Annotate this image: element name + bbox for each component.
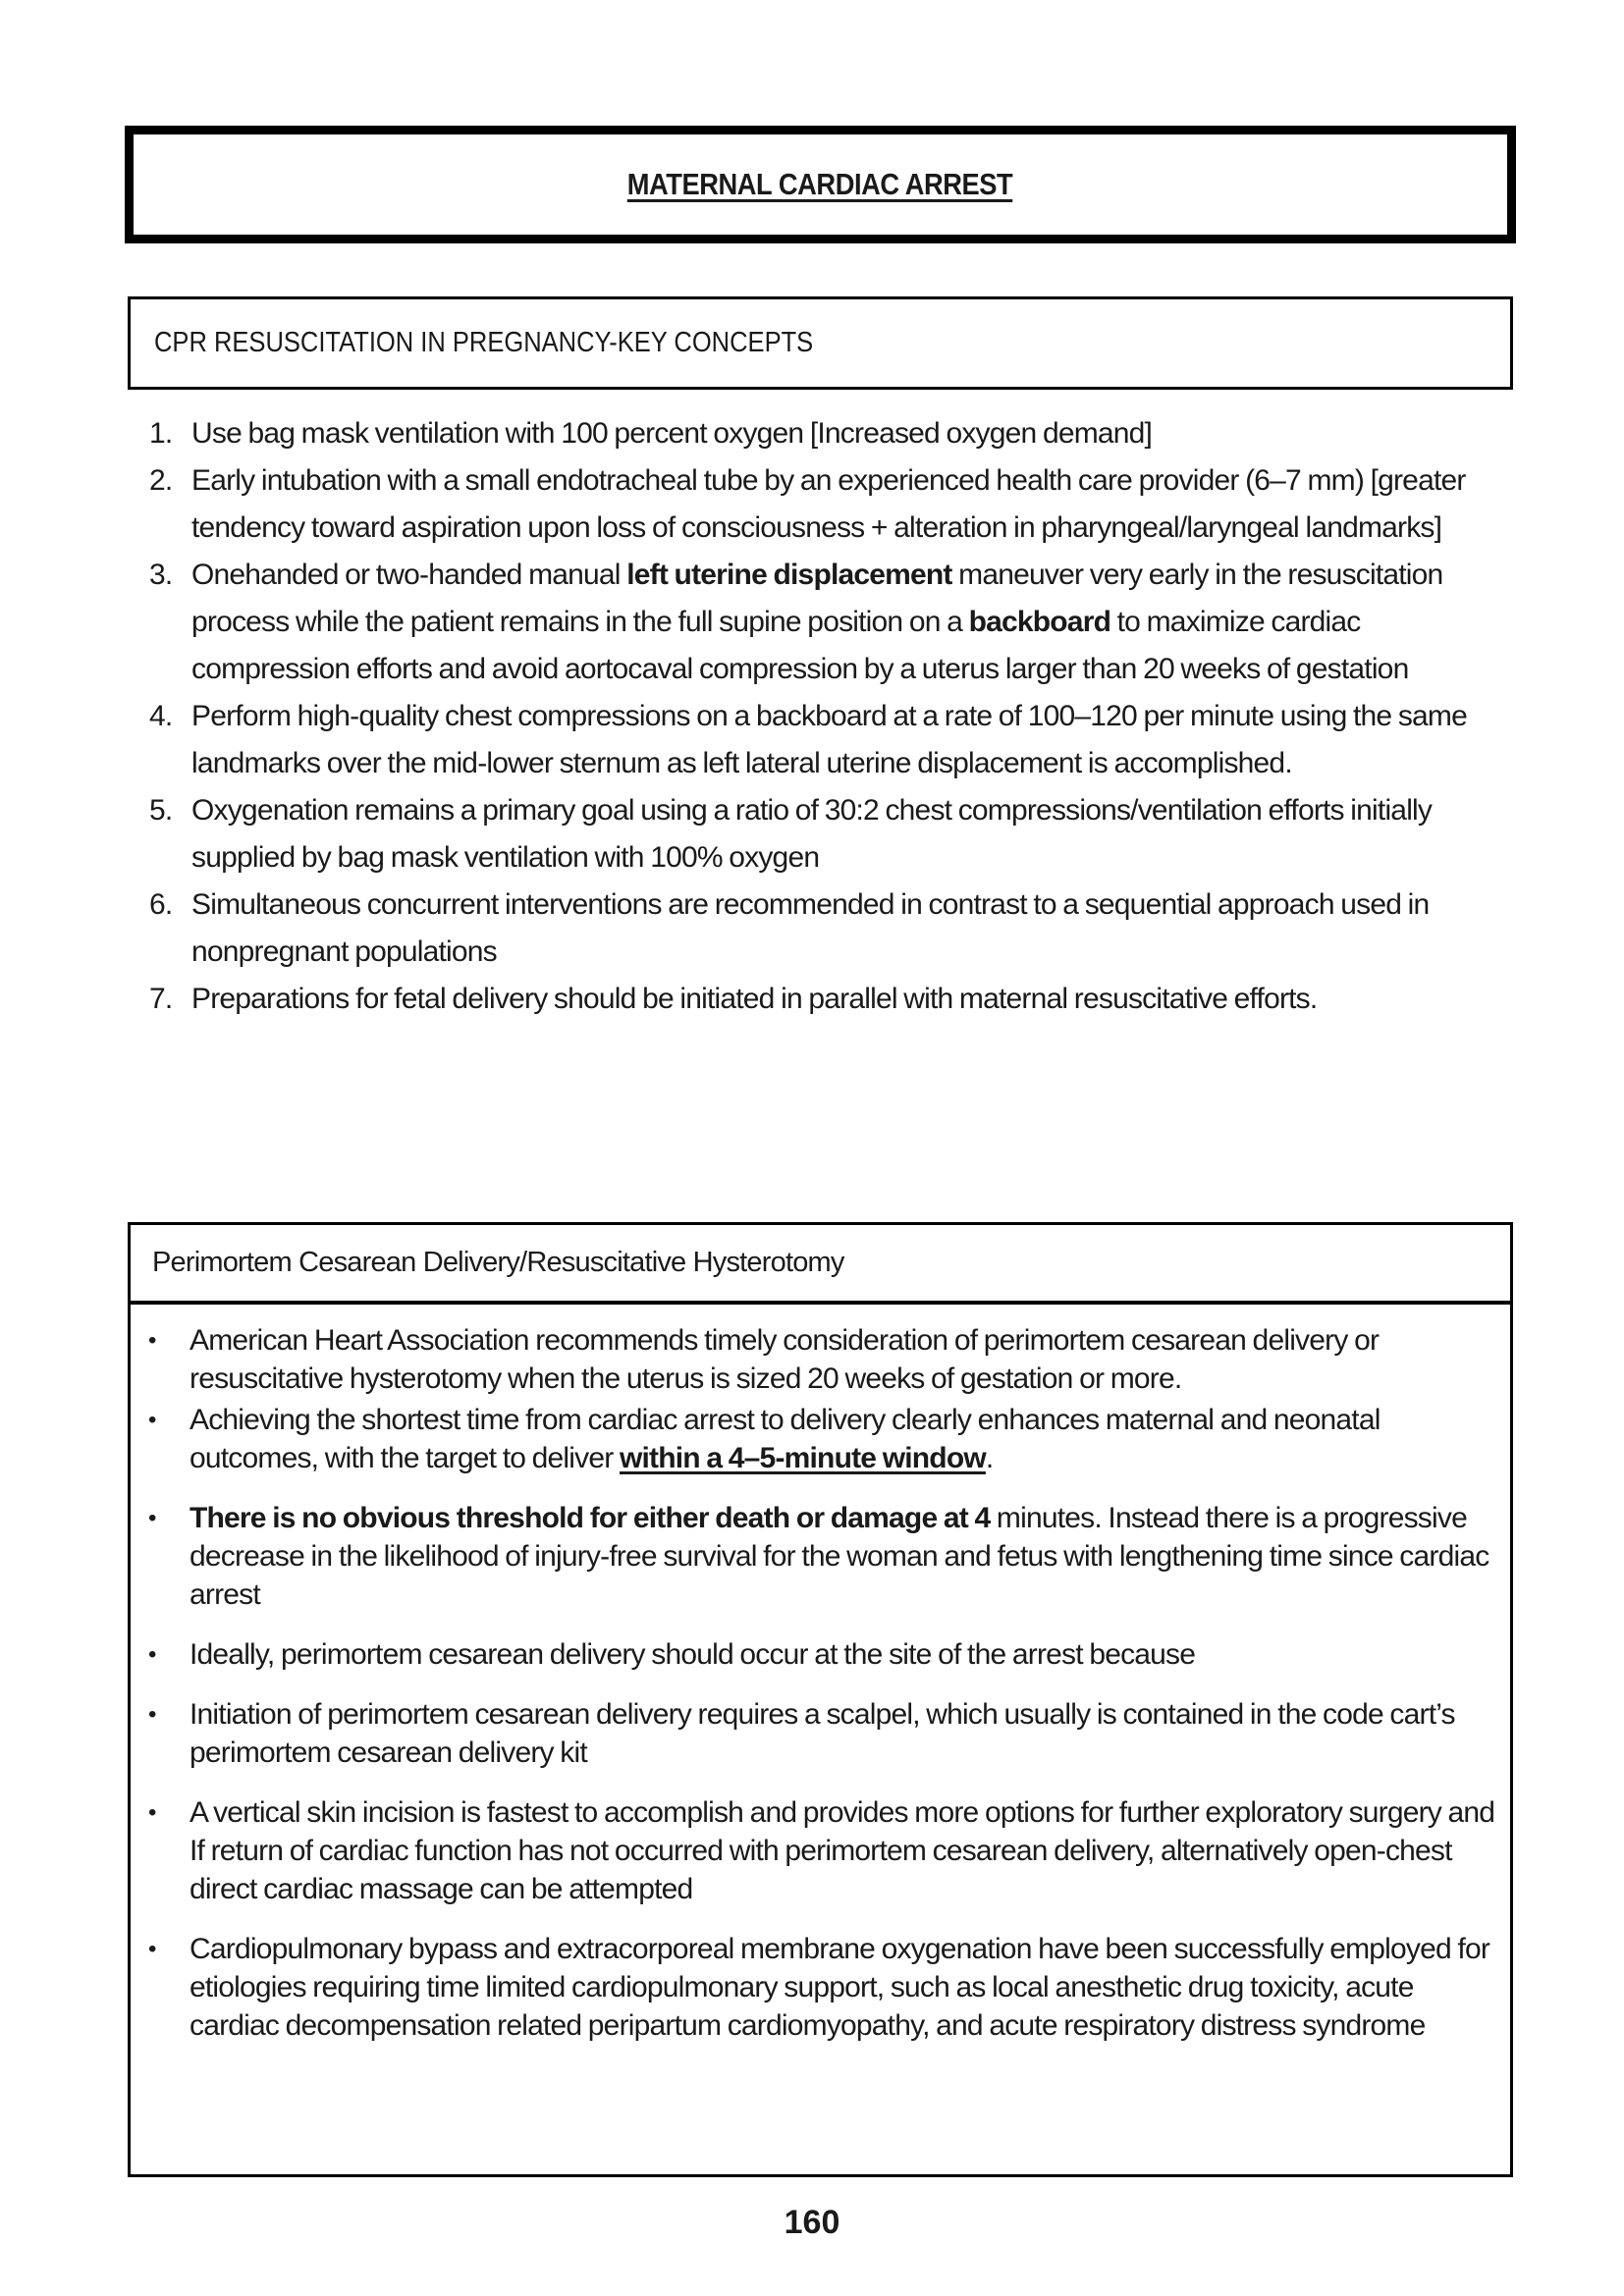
text-run: American Heart Association recommends timely consideration of perimortem cesarean delivery or resuscitative hysterotomy when the uterus is sized 20 weeks of gestation or more. (189, 1324, 1380, 1395)
bullet-icon: • (148, 1799, 156, 1826)
text-run: Ideally, perimortem cesarean delivery should occur at the site of the arrest because (189, 1638, 1196, 1671)
list-number: 4. (149, 700, 173, 732)
text-run: Early intubation with a small endotracheal tube by an experienced health care provider (6–7 mm) [greater tendency toward aspiration upon loss of consciousness + alteration in pharyngeal/laryngeal landmarks] (191, 464, 1466, 544)
cpr-section-header (128, 296, 1513, 390)
list-item (131, 1930, 1505, 2045)
emphasized-text: backboard (968, 606, 1111, 638)
text-run: Oxygenation remains a primary goal using a ratio of 30:2 chest compressions/ventilation efforts initially supplied by bag mask ventilation with 100% oxygen (191, 794, 1433, 874)
list-item (131, 1695, 1505, 1772)
emphasized-text: There is no obvious threshold for either death or damage at 4 (189, 1502, 991, 1534)
bullet-icon: • (148, 1701, 156, 1728)
text-run: Perform high-quality chest compressions on a backboard at a rate of 100–120 per minute using the same landmarks over the mid-lower sternum as left lateral uterine displacement is accomplished. (191, 700, 1467, 779)
list-number: 7. (149, 983, 173, 1015)
text-run: Initiation of perimortem cesarean delivery requires a scalpel, which usually is contained in the code cart’s perimortem cesarean delivery kit (189, 1698, 1455, 1769)
list-item (131, 1321, 1505, 1398)
bullet-icon: • (148, 1936, 156, 1962)
text-run: Cardiopulmonary bypass and extracorporeal membrane oxygenation have been successfully employed for etiologies requiring time limited cardiopulmonary support, such as local anesthetic drug toxicity, acute cardiac decompensation related peripartum cardiomyopathy, and acute respiratory distress syndrome (189, 1933, 1490, 2042)
list-number: 3. (149, 559, 173, 591)
list-item (147, 410, 1512, 457)
list-item (131, 1635, 1505, 1674)
list-item (147, 976, 1512, 1023)
list-item (131, 1793, 1505, 1908)
text-run: A vertical skin incision is fastest to accomplish and provides more options for further exploratory surgery and If return of cardiac function has not occurred with perimortem cesarean delivery, alternatively open-chest direct cardiac massage can be attempted (189, 1796, 1495, 1905)
bullet-icon: • (148, 1641, 156, 1668)
cpr-key-concepts-list (147, 410, 1512, 1023)
text-run: . (985, 1442, 994, 1474)
list-number: 2. (149, 464, 173, 497)
list-item (147, 457, 1512, 552)
list-item (131, 1401, 1505, 1477)
text-run: Simultaneous concurrent interventions are recommended in contrast to a sequential approach used in nonpregnant populations (191, 888, 1430, 968)
list-item (147, 787, 1512, 881)
cpr-section-heading: CPR RESUSCITATION IN PREGNANCY-KEY CONCEPTS (154, 327, 814, 358)
text-run: maneuver very early in the resuscitation process while the patient remains in the full supine position on a (191, 559, 1443, 638)
list-item (147, 552, 1512, 693)
text-run: Achieving the shortest time from cardiac arrest to delivery clearly enhances maternal and neonatal outcomes, with the target to deliver (189, 1404, 1380, 1474)
list-item (147, 693, 1512, 787)
title-box (125, 126, 1516, 243)
list-number: 5. (149, 794, 173, 827)
text-run: Use bag mask ventilation with 100 percent oxygen [Increased oxygen demand] (191, 417, 1153, 450)
page-title: MATERNAL CARDIAC ARREST (627, 167, 1013, 201)
emphasized-text: left uterine displacement (626, 559, 952, 591)
bullet-icon: • (148, 1327, 156, 1354)
list-number: 1. (149, 417, 173, 450)
page-number: 160 (784, 2204, 840, 2241)
perimortem-section-header (131, 1225, 1510, 1305)
perimortem-section (128, 1222, 1513, 2177)
bullet-icon: • (148, 1407, 156, 1433)
text-run: to maximize cardiac compression efforts and avoid aortocaval compression by a uterus larger than 20 weeks of gestation (191, 606, 1409, 685)
list-item (147, 881, 1512, 976)
emphasized-underlined-text: within a 4–5-minute window (619, 1442, 986, 1474)
text-run: minutes. Instead there is a progressive decrease in the likelihood of injury-free survival for the woman and fetus with lengthening time since cardiac arrest (189, 1502, 1489, 1611)
perimortem-bullet-list (131, 1321, 1505, 2066)
list-item (131, 1499, 1505, 1614)
bullet-icon: • (148, 1505, 156, 1531)
text-run: Preparations for fetal delivery should be initiated in parallel with maternal resuscitative efforts. (191, 983, 1318, 1015)
list-number: 6. (149, 888, 173, 921)
text-run: Onehanded or two-handed manual (191, 559, 627, 591)
perimortem-section-heading: Perimortem Cesarean Delivery/Resuscitative Hysterotomy (152, 1247, 844, 1278)
